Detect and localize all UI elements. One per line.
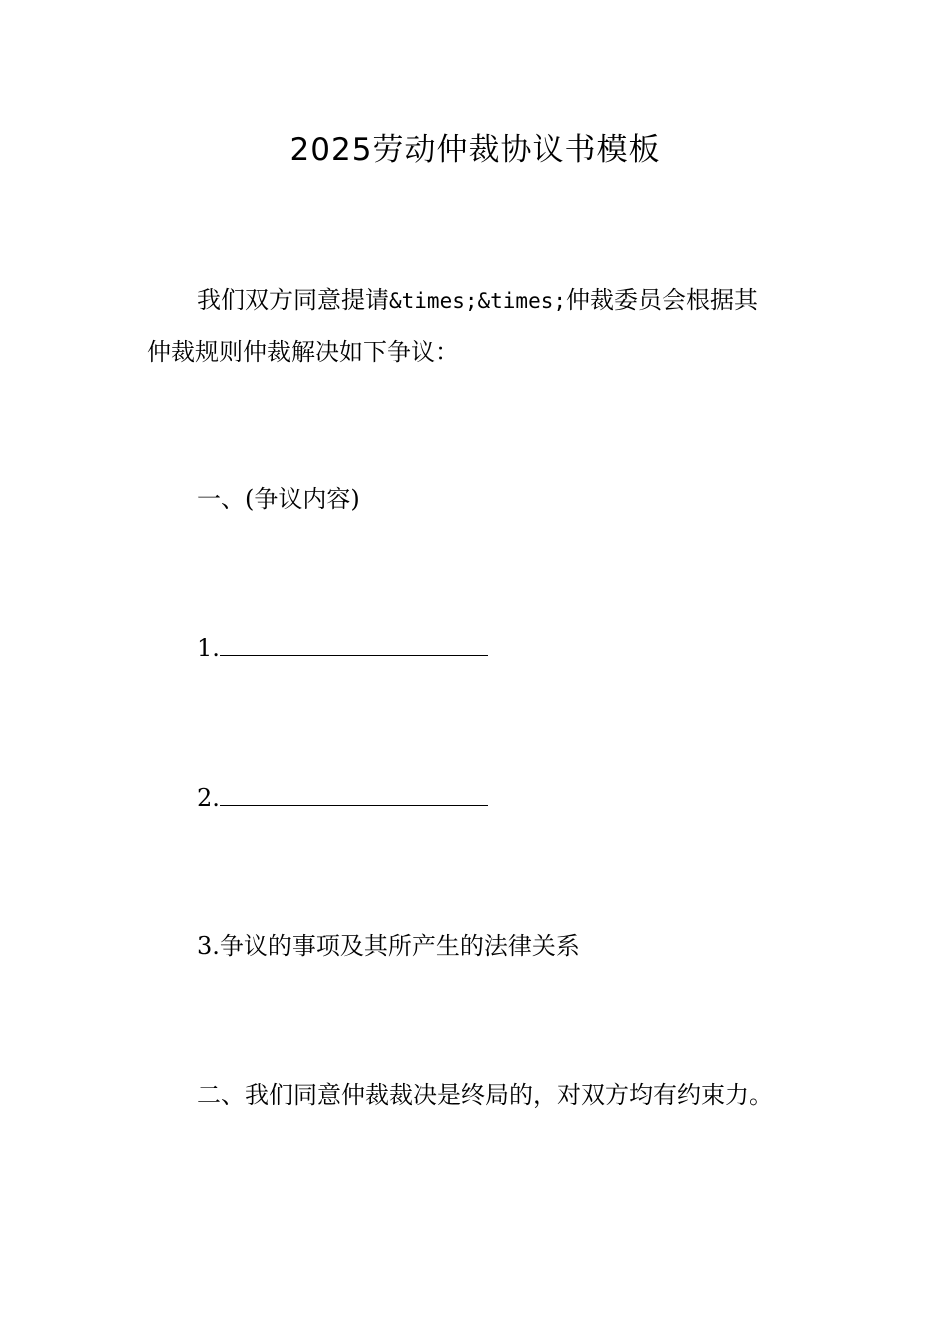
item-3: 3.争议的事项及其所产生的法律关系 [197, 932, 580, 960]
document-title: 2025劳动仲裁协议书模板 [289, 132, 661, 168]
item-2-label: 2. [197, 784, 220, 812]
item-1-label: 1. [197, 634, 220, 662]
intro-text-c: 仲裁委员会根据其 [566, 286, 759, 314]
item-2 [197, 772, 488, 824]
item-2-blank-line [220, 787, 488, 806]
item-1-blank-line [220, 637, 488, 656]
intro-text-a: 我们双方同意提请 [197, 286, 389, 314]
intro-text-entity: &times;&times; [389, 289, 567, 313]
intro-line-2: 仲裁规则仲裁解决如下争议： [147, 338, 459, 366]
intro-line-1 [197, 274, 758, 327]
section-2-text: 二、我们同意仲裁裁决是终局的，对双方均有约束力。 [197, 1081, 773, 1109]
item-1 [197, 622, 488, 674]
section-1-heading: 一、(争议内容) [197, 485, 360, 513]
